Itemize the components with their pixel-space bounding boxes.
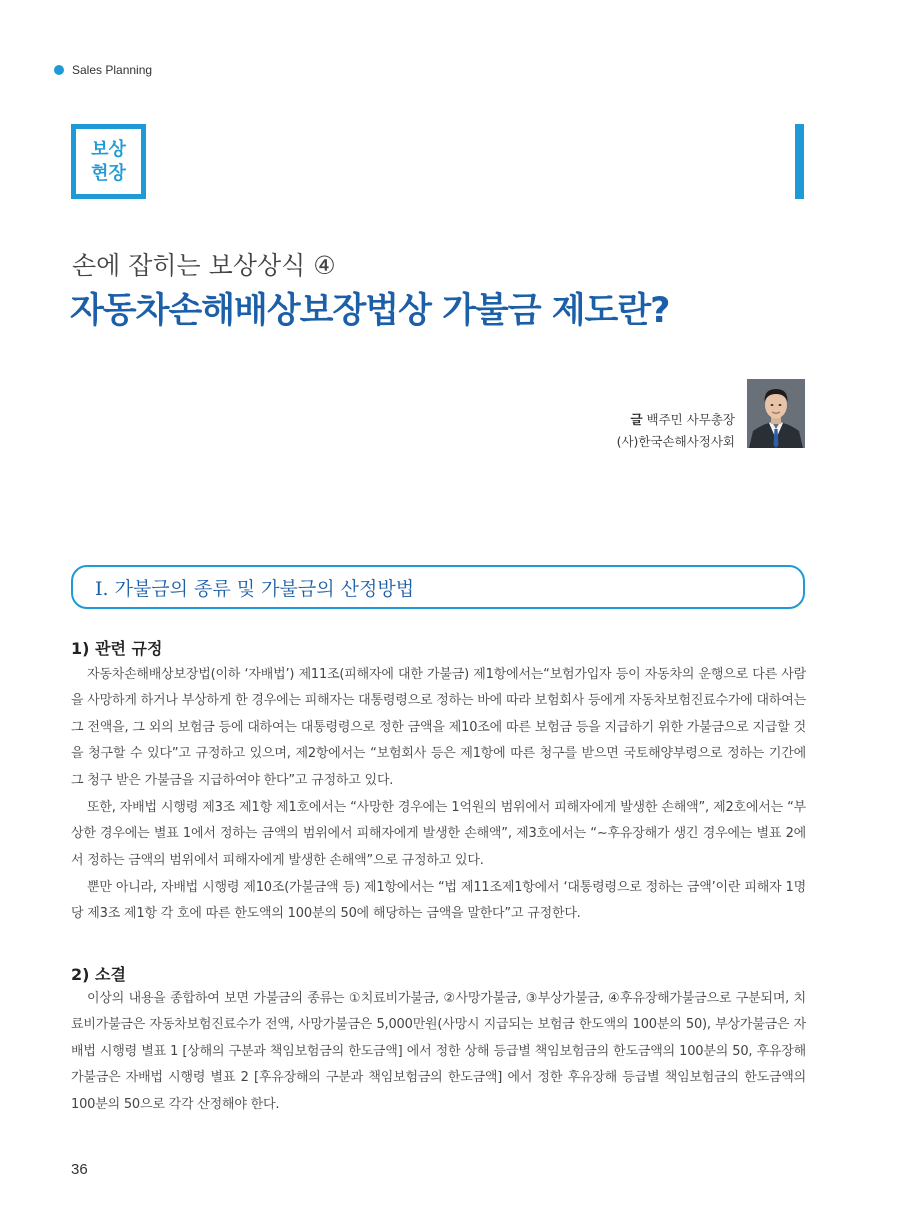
badge-line-1: 보상 xyxy=(91,138,126,160)
section-label-text: Sales Planning xyxy=(72,63,153,77)
author-prefix: 글 xyxy=(630,412,643,427)
paragraph-1: 자동차손해배상보장법(이하 ‘자배법’) 제11조(피해자에 대한 가불금) 제1항에서는“보험가입자 등이 자동차의 운행으로 다른 사람을 사망하게 하거나 부상하게 한 경우에는 피해자는 대통령령으로 정하는 바에 따라 보험회사 등에게 자동차보험진료수가에 대하여는 그 전액을, 그 외의 보험금 등에 대하여는 대통령령으로 정한 금액을 제10조에 따른 보험금 등을 지급하기 위한 가불금으로 지급할 것을 청구할 수 있다”고 규정하고 있으며, 제2항에서는 “보험회사 등은 제1항에 따른 청구를 받으면 국토해양부령으로 정하는 기간에 그 청구 받은 가불금을 지급하여야 한다”고 규정하고 있다. xyxy=(71,667,806,788)
paragraph-2: 또한, 자배법 시행령 제3조 제1항 제1호에서는 “사망한 경우에는 1억원의 범위에서 피해자에게 발생한 손해액”, 제2호에서는 “부상한 경우에는 별표 1에서 정하는 금액의 범위에서 피해자에게 발생한 손해액”, 제3호에서는 “∼후유장해가 생긴 경우에는 별표 2에서 정하는 금액의 범위에서 피해자에게 발생한 손해액”으로 규정하고 있다. xyxy=(71,800,806,868)
article-title: 자동차손해배상보장법상 가불금 제도란? xyxy=(70,291,670,331)
badge-line-2: 현장 xyxy=(91,162,126,184)
page-number: 36 xyxy=(71,1161,88,1178)
author-org: (사)한국손해사정사회 xyxy=(616,434,735,449)
bullet-dot-icon xyxy=(54,65,64,75)
author-name: 백주민 사무총장 xyxy=(646,412,735,427)
paragraph-4: 이상의 내용을 종합하여 보면 가불금의 종류는 ①치료비가불금, ②사망가불금, ③부상가불금, ④후유장해가불금으로 구분되며, 치료비가불금은 자동차보험진료수가 전액, 사망가불금은 5,000만원(사망시 지급되는 보험금 한도액의 100분의 50), 부상가불금은 자배법 시행령 별표 1 [상해의 구분과 책임보험금의 한도금액] 에서 정한 상해 등급별 책임보험금의 한도금액의 100분의 50, 후유장해가불금은 자배법 시행령 별표 2 [후유장해의 구분과 책임보험금의 한도금액] 에서 정한 후유장해 등급별 책임보험금의 한도금액의 100분의 50으로 각각 산정해야 한다. xyxy=(71,991,806,1112)
author-info xyxy=(617,409,735,453)
article-subtitle: 손에 잡히는 보상상식 ④ xyxy=(72,251,336,280)
subheading-related-rules: 1) 관련 규정 xyxy=(71,639,163,658)
section-label xyxy=(54,63,152,77)
section-heading-box xyxy=(71,565,805,609)
author-photo xyxy=(747,379,805,448)
subheading-conclusion: 2) 소결 xyxy=(71,965,126,984)
paragraph-3: 뿐만 아니라, 자배법 시행령 제10조(가불금액 등) 제1항에서는 “법 제11조제1항에서 ‘대통령령으로 정하는 금액’이란 피해자 1명당 제3조 제1항 각 호에 따른 한도액의 100분의 50에 해당하는 금액을 말한다”고 규정한다. xyxy=(71,880,806,922)
category-badge xyxy=(71,124,146,199)
decorative-bar xyxy=(795,124,804,199)
section-heading: Ⅰ. 가불금의 종류 및 가불금의 산정방법 xyxy=(95,577,415,600)
